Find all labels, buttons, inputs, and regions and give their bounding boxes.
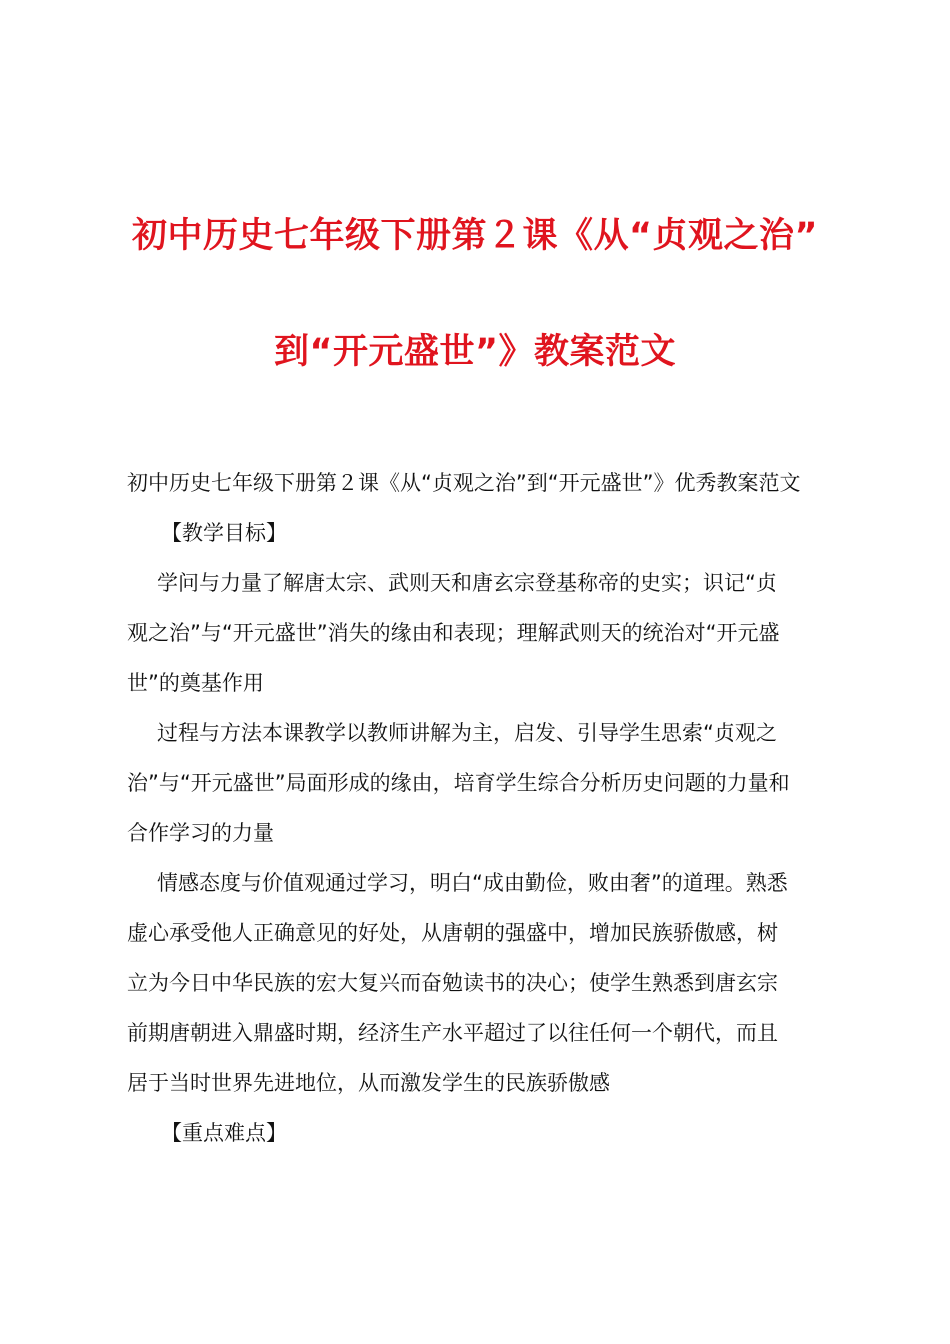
body-line: 观之治”与“开元盛世”消失的缘由和表现；理解武则天的统治对“开元盛	[127, 621, 780, 645]
body-line: 居于当时世界先进地位，从而激发学生的民族骄傲感	[127, 1071, 610, 1095]
body-line: 世”的奠基作用	[127, 671, 264, 695]
body-line: 学问与力量了解唐太宗、武则天和唐玄宗登基称帝的史实；识记“贞	[157, 571, 777, 595]
body-line: 立为今日中华民族的宏大复兴而奋勉读书的决心；使学生熟悉到唐玄宗	[127, 971, 778, 995]
document-title-line-2: 到“开元盛世”》教案范文	[273, 332, 676, 372]
document-title-line-1: 初中历史七年级下册第２课《从“贞观之治”	[131, 216, 818, 256]
body-line: 虚心承受他人正确意见的好处，从唐朝的强盛中，增加民族骄傲感，树	[127, 921, 778, 945]
section-heading-key-points: 【重点难点】	[161, 1121, 287, 1145]
body-line: 过程与方法本课教学以教师讲解为主，启发、引导学生思索“贞观之	[157, 721, 777, 745]
document-body	[127, 463, 832, 1163]
body-line-subtitle: 初中历史七年级下册第２课《从“贞观之治”到“开元盛世”》优秀教案范文	[127, 471, 801, 495]
body-line: 前期唐朝进入鼎盛时期，经济生产水平超过了以往任何一个朝代，而且	[127, 1021, 778, 1045]
body-line: 合作学习的力量	[127, 821, 274, 845]
body-line: 情感态度与价值观通过学习，明白“成由勤俭，败由奢”的道理。熟悉	[157, 871, 788, 895]
body-line: 治”与“开元盛世”局面形成的缘由，培育学生综合分析历史问题的力量和	[127, 771, 790, 795]
section-heading-objectives: 【教学目标】	[161, 521, 287, 545]
